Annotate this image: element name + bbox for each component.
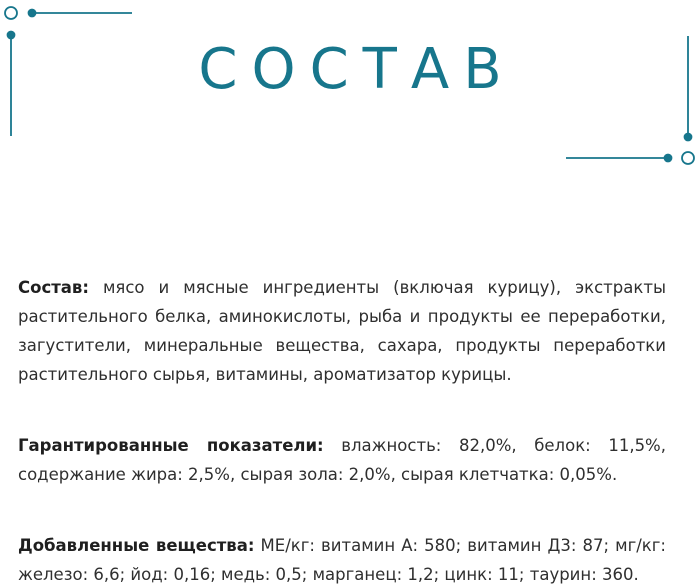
corner-dot-bottom-right-horizontal [665,155,672,162]
guaranteed-indicators-text: влажность: 82,0%, белок: 11,5%, содержание жира: 2,5%, сырая зола: 2,0%, сырая клетчатка: 0,05%. [18,436,666,484]
page-title: СОСТАВ [198,37,516,102]
corner-dot-bottom-right-vertical [685,134,692,141]
additives-text: МЕ/кг: витамин А: 580; витамин Д3: 87; мг/кг: железо: 6,6; йод: 0,16; медь: 0,5; марганец: 1,2; цинк: 11; таурин: 360. [18,536,666,584]
corner-ring-bottom-right [682,152,694,164]
corner-dot-top-left-vertical [8,32,15,39]
corner-ring-top-left [5,7,17,19]
additives-label: Добавленные вещества: [18,536,255,555]
guaranteed-indicators-paragraph [18,431,666,489]
composition-label: Состав: [18,278,89,297]
composition-paragraph [18,273,666,389]
composition-text: мясо и мясные ингредиенты (включая курицу), экстракты растительного белка, аминокислоты, рыба и продукты ее переработки, загустители, минеральные вещества, сахара, продукты переработки растительного сырья, витамины, ароматизатор курицы. [18,278,666,384]
corner-dot-top-left-horizontal [29,10,36,17]
guaranteed-indicators-label: Гарантированные показатели: [18,436,324,455]
additives-paragraph [18,531,666,586]
